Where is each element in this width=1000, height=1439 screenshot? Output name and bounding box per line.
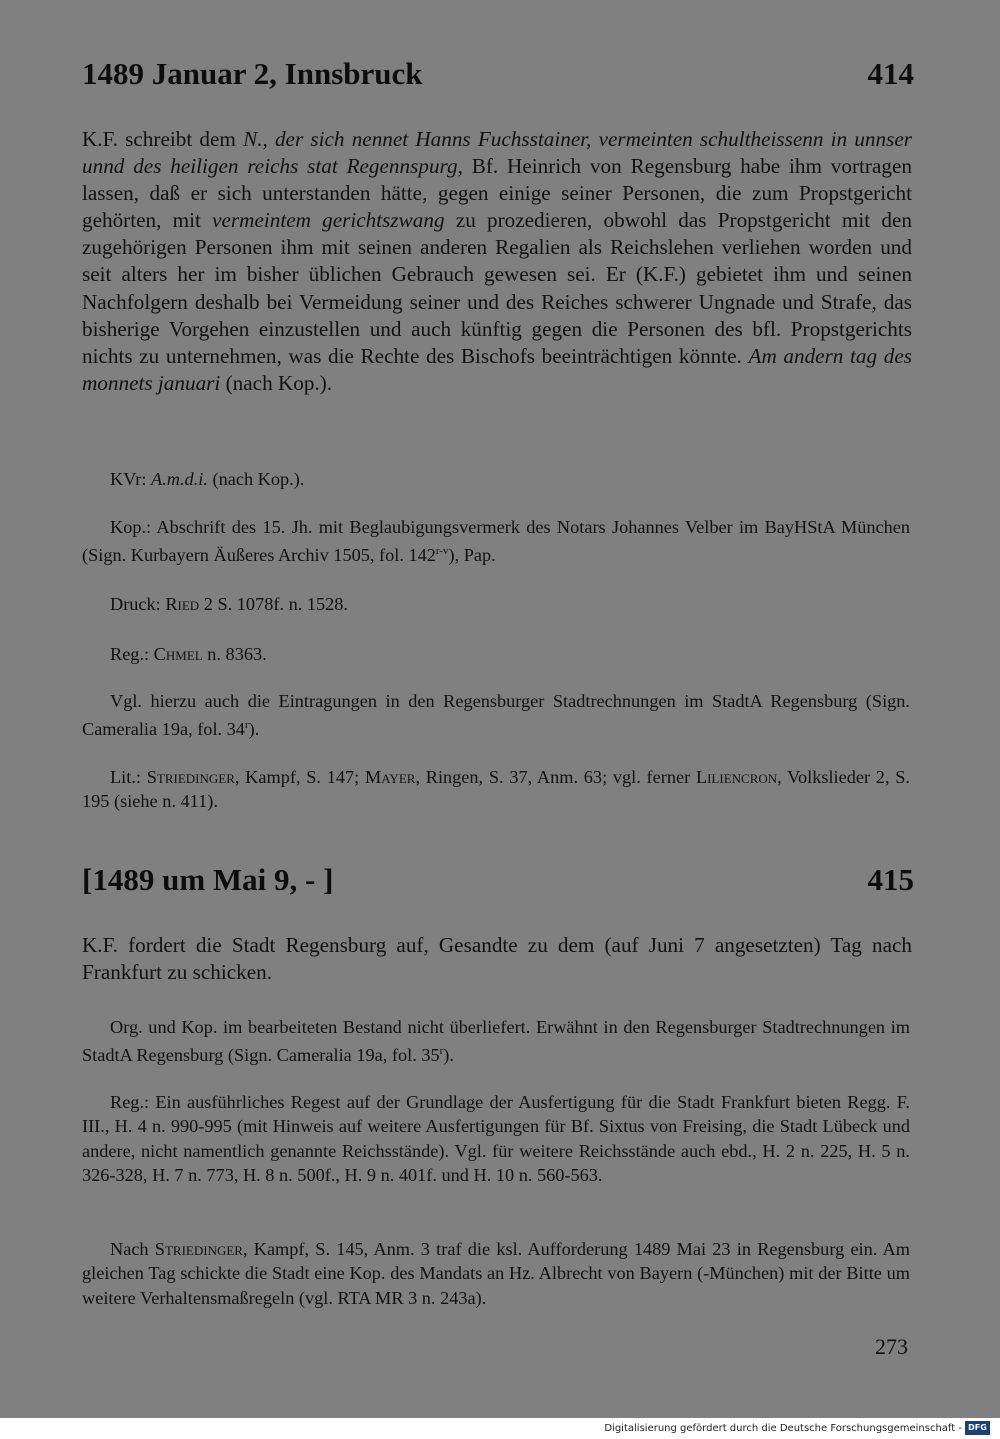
entry-415-heading bbox=[82, 862, 914, 898]
entry-415-note-nach: Nach Striedinger, Kampf, S. 145, Anm. 3 traf die ksl. Aufforderung 1489 Mai 23 in Regensburg ein. Am gleichen Tag schickte die Stadt eine Kop. des Mandats an Hz. Albrecht von Bayern (-München) mit der Bitte um weitere Verhaltensmaßregeln (vgl. RTA MR 3 n. 243a). bbox=[82, 1239, 910, 1308]
entry-415-summary: K.F. fordert die Stadt Regensburg auf, Gesandte zu dem (auf Juni 7 angesetzten) Tag nach Frankfurt zu schicken. bbox=[82, 933, 912, 985]
entry-414-date-place: 1489 Januar 2, Innsbruck bbox=[82, 56, 423, 91]
entry-414-note-kvr: KVr: A.m.d.i. (nach Kop.). bbox=[110, 469, 305, 489]
entry-415-note-reg: Reg.: Ein ausführliches Regest auf der Grundlage der Ausfertigung für die Stadt Frankfurt bieten Regg. F. III., H. 4 n. 990-995 (mit Hinweis auf weitere Ausfertigungen für Bf. Sixtus von Freising, die Stadt Lübeck und andere, nicht namentlich genannte Reichsstände). Vgl. für weitere Reichsstände auch ebd., H. 2 n. 225, H. 5 n. 326-328, H. 7 n. 773, H. 8 n. 500f., H. 9 n. 401f. und H. 10 n. 560-563. bbox=[82, 1092, 910, 1186]
summary-quote: N., der sich nennet Hanns Fuchsstainer, vermeinten schultheissenn in unnser unnd des heiligen reichs stat Regennspurg bbox=[82, 127, 912, 179]
summary-text: , Bf. Heinrich von Regensburg habe ihm vortragen lassen, daß er sich unterstanden hätte, gegen einige seiner Personen, die zum Propstgericht gehörten, mit bbox=[82, 154, 912, 233]
summary-quote: vermeintem gerichtszwang bbox=[212, 208, 445, 233]
entry-414-note-kop: Kop.: Abschrift des 15. Jh. mit Beglaubigungsvermerk des Notars Johannes Velber im BayHStA München (Sign. Kurbayern Äußeres Archiv 1505, fol. 142$^{r-v}$), Pap. bbox=[82, 517, 910, 566]
page-number: 273 bbox=[875, 1334, 908, 1359]
summary-quote: Am andern tag des monnets januari bbox=[82, 343, 912, 395]
summary-text: zu prozedieren, obwohl das Propstgericht mit den zugehörigen Personen ihm mit seinen anderen Regalien als Reichslehen verliehen worden und seit alters her im bisher üblichen Gebrauch gewesen sei. Er (K.F.) gebietet ihm und seinen Nachfolgern deshalb bei Vermeidung seiner und des Reiches schwerer Ungnade und Strafe, das bisherige Vorgehen einzustellen und auch künftig gegen die Personen des bfl. Propstgerichts nichts zu unternehmen, was die Rechte des Bischofs beeinträchtigen könnte. bbox=[82, 208, 912, 368]
entry-415-note-org: Org. und Kop. im bearbeiteten Bestand nicht überliefert. Erwähnt in den Regensburger Stadtrechnungen im StadtA Regensburg (Sign. Cameralia 19a, fol. 35$^r$). bbox=[82, 1017, 910, 1066]
entry-414-heading bbox=[82, 56, 914, 92]
entry-414-number: 414 bbox=[867, 56, 914, 91]
entry-415-number: 415 bbox=[867, 862, 914, 897]
entry-414-note-lit: Lit.: Striedinger, Kampf, S. 147; Mayer, Ringen, S. 37, Anm. 63; vgl. ferner Liliencron, Volkslieder 2, S. 195 (siehe n. 411). bbox=[82, 767, 910, 812]
footer-credit: Digitalisierung gefördert durch die Deutsche Forschungsgemeinschaft - bbox=[604, 1423, 962, 1434]
summary-text: K.F. schreibt dem bbox=[82, 127, 244, 151]
entry-414-note-druck: Druck: Ried 2 S. 1078f. n. 1528. bbox=[110, 594, 348, 614]
entry-414-summary bbox=[82, 126, 912, 397]
entry-414-note-vgl: Vgl. hierzu auch die Eintragungen in den Regensburger Stadtrechnungen im StadtA Regensburg (Sign. Cameralia 19a, fol. 34$^r$). bbox=[82, 691, 910, 740]
entry-415-date-place: [1489 um Mai 9, - ] bbox=[82, 862, 334, 897]
entry-414-note-reg: Reg.: Chmel n. 8363. bbox=[110, 644, 267, 664]
dfg-logo-icon: DFG bbox=[965, 1421, 990, 1435]
summary-text: (nach Kop.). bbox=[220, 370, 333, 395]
